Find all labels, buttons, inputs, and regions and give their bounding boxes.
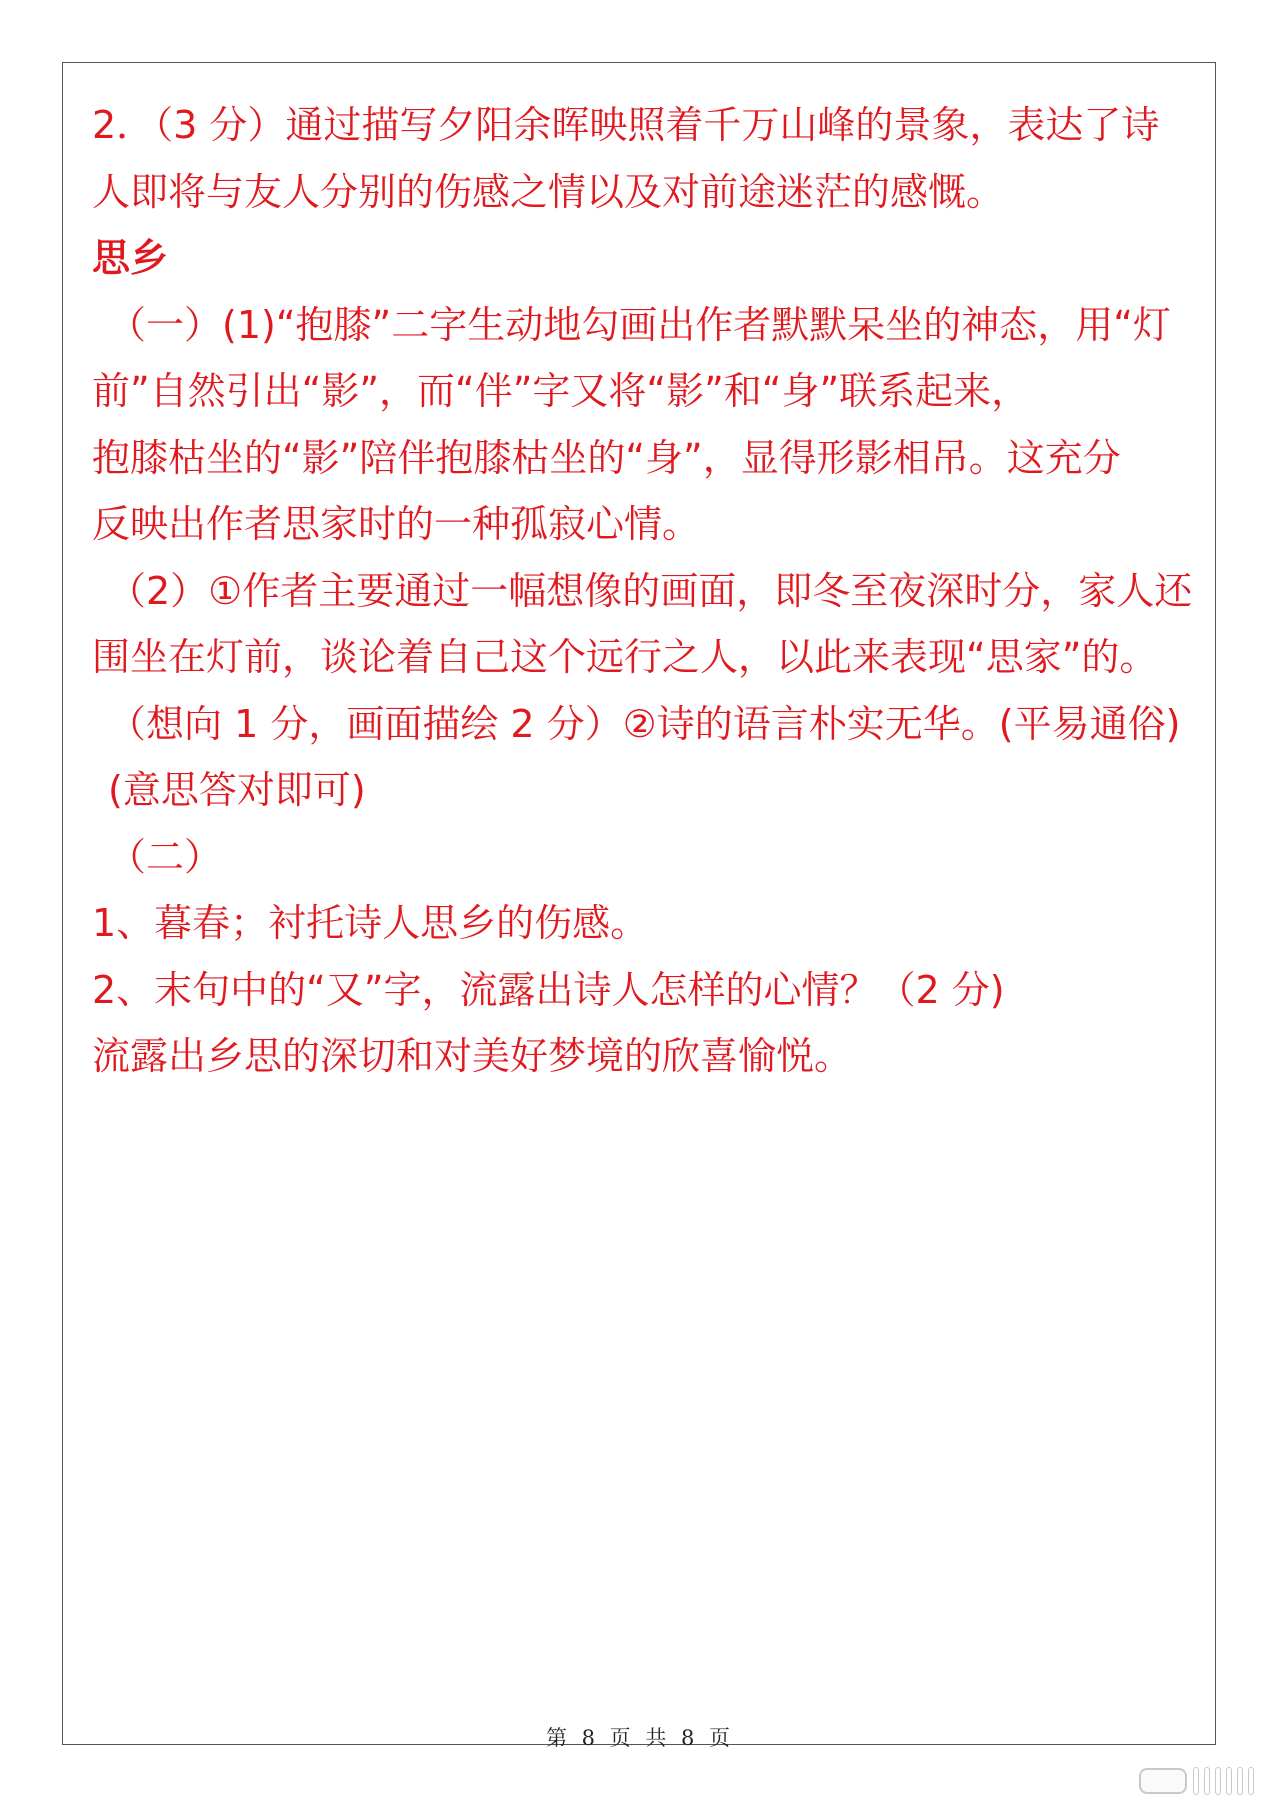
text-line: 2．（3 分）通过描写夕阳余晖映照着千万山峰的景象，表达了诗 xyxy=(92,103,1160,147)
text-line: （一）(1)“抱膝”二字生动地勾画出作者默默呆坐的神态，用“灯 xyxy=(108,302,1171,347)
watermark-box-icon xyxy=(1139,1768,1187,1794)
text-line: （2）①作者主要通过一幅想像的画面，即冬至夜深时分，家人还 xyxy=(108,568,1193,613)
answer-text-body xyxy=(92,92,1192,1090)
text-line: 2、末句中的“又”字，流露出诗人怎样的心情？（2 分) xyxy=(92,967,1005,1012)
section-heading: 思乡 xyxy=(92,236,169,280)
watermark-bars-icon xyxy=(1193,1767,1254,1795)
text-line: 人即将与友人分别的伤感之情以及对前途迷茫的感慨。 xyxy=(92,169,1005,214)
text-line: 反映出作者思家时的一种孤寂心情。 xyxy=(92,502,701,546)
text-line: （想向 1 分，画面描绘 2 分）②诗的语言朴实无华。(平易通俗) xyxy=(108,701,1181,746)
text-line: 抱膝枯坐的“影”陪伴抱膝枯坐的“身”，显得形影相吊。这充分 xyxy=(92,435,1121,480)
text-line: (意思答对即可) xyxy=(108,768,366,812)
text-line: 1、暮春；衬托诗人思乡的伤感。 xyxy=(92,901,649,945)
watermark-icon xyxy=(1139,1767,1254,1795)
page-number-footer: 第 8 页 共 8 页 xyxy=(545,1726,735,1750)
text-line: 流露出乡思的深切和对美好梦境的欣喜愉悦。 xyxy=(92,1034,853,1078)
text-line: 围坐在灯前，谈论着自己这个远行之人，以此来表现“思家”的。 xyxy=(92,635,1158,679)
text-line: 前”自然引出“影”，而“伴”字又将“影”和“身”联系起来， xyxy=(92,369,1030,413)
text-line: （二） xyxy=(108,834,223,879)
